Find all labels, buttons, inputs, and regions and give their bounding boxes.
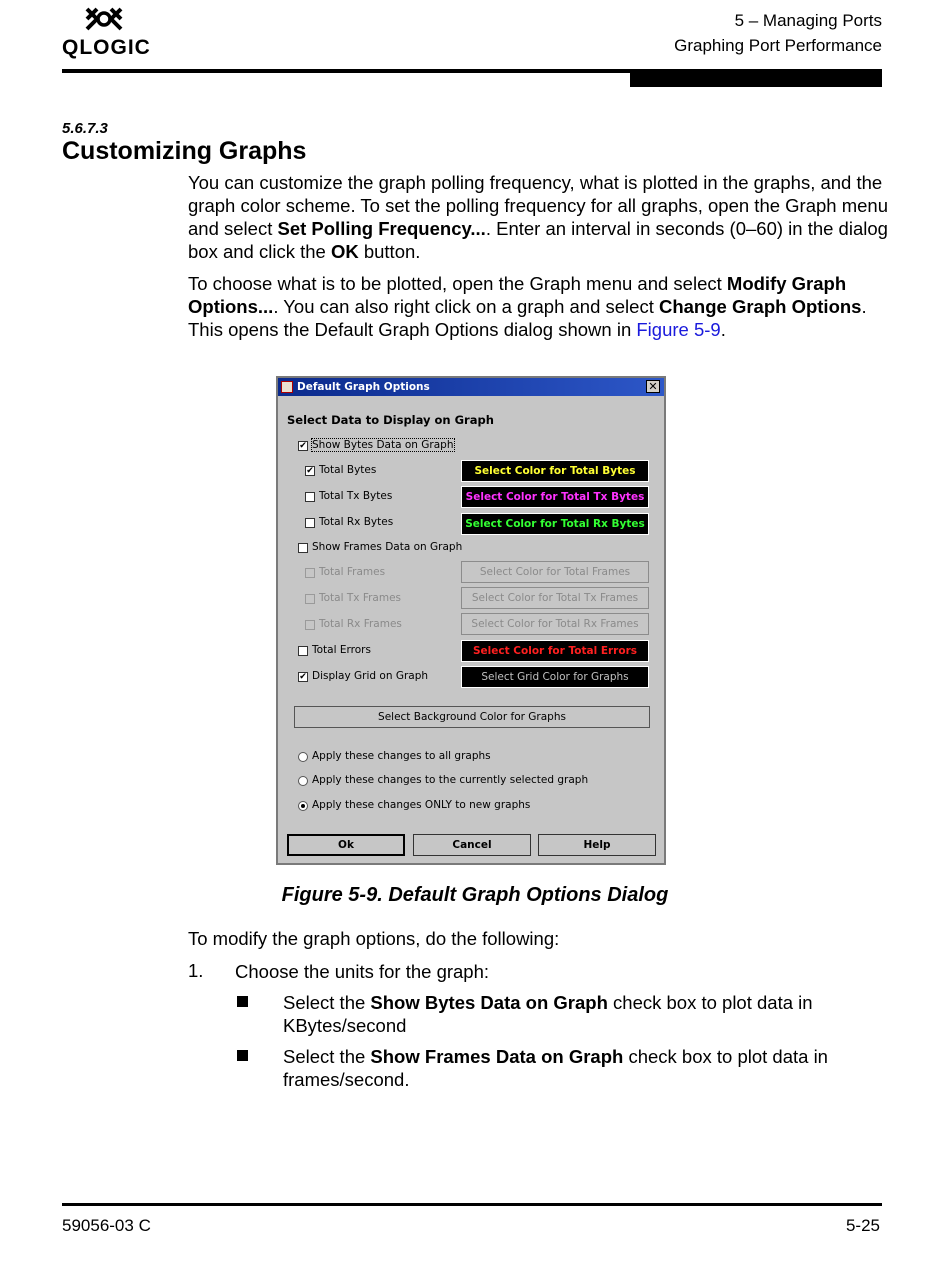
apply-selected-label: Apply these changes to the currently selected graph xyxy=(312,774,589,786)
ok-button[interactable]: Ok xyxy=(287,834,405,856)
step-1-text: Choose the units for the graph: xyxy=(235,961,490,982)
paragraph-polling xyxy=(188,171,888,263)
figure-link[interactable]: Figure 5-9 xyxy=(636,319,721,340)
show-bytes-label: Show Bytes Data on Graph xyxy=(312,439,454,451)
bullet1-text-2: check box to plot data in KBytes/second xyxy=(283,992,813,1036)
figure-caption: Figure 5-9. Default Graph Options Dialog xyxy=(281,884,669,906)
para2-text-1: To choose what is to be plotted, open the Graph menu and select xyxy=(188,273,727,294)
bullet1-text-1: Select the xyxy=(283,992,371,1013)
total-rx-frames-checkbox xyxy=(305,620,315,630)
para1-text-3: button. xyxy=(358,241,421,262)
bullet2-text-1: Select the xyxy=(283,1046,371,1067)
cancel-button[interactable]: Cancel xyxy=(413,834,531,856)
bullet-2-text xyxy=(283,1045,873,1091)
para2-text-3: . This opens the Default Graph Options dialog shown in xyxy=(188,296,867,340)
total-rx-frames-color-button: Select Color for Total Rx Frames xyxy=(461,613,649,635)
bullet-1-text xyxy=(283,991,873,1037)
header-section: Graphing Port Performance xyxy=(674,36,882,55)
para1-bold-1: Set Polling Frequency... xyxy=(277,218,486,239)
bullet-icon xyxy=(237,1050,248,1061)
section-title: Customizing Graphs xyxy=(62,137,307,165)
step-1-number: 1. xyxy=(188,960,204,981)
total-rx-bytes-label: Total Rx Bytes xyxy=(319,516,394,528)
para2-bold-1: Modify Graph Options... xyxy=(188,273,847,317)
background-color-button[interactable]: Select Background Color for Graphs xyxy=(294,706,650,728)
header-chapter: 5 – Managing Ports xyxy=(734,11,882,30)
dialog-title: Default Graph Options xyxy=(297,381,430,393)
paragraph-plotting xyxy=(188,272,888,341)
total-errors-label: Total Errors xyxy=(312,644,371,656)
display-grid-label: Display Grid on Graph xyxy=(312,670,429,682)
show-bytes-checkbox[interactable]: ✔ xyxy=(299,441,307,451)
header-tab-bar xyxy=(630,72,882,87)
total-frames-label: Total Frames xyxy=(319,566,386,578)
section-number: 5.6.7.3 xyxy=(62,120,108,137)
help-button[interactable]: Help xyxy=(538,834,656,856)
total-tx-bytes-checkbox[interactable] xyxy=(305,492,315,502)
total-bytes-color-button[interactable]: Select Color for Total Bytes xyxy=(461,460,649,482)
app-icon xyxy=(281,381,293,393)
footer-page-number: 5-25 xyxy=(845,1216,880,1235)
bullet2-bold: Show Frames Data on Graph xyxy=(370,1046,624,1067)
display-grid-checkbox[interactable]: ✔ xyxy=(299,672,307,682)
show-frames-label: Show Frames Data on Graph xyxy=(312,541,463,553)
footer-doc-number: 59056-03 C xyxy=(62,1216,151,1235)
para1-text-1: You can customize the graph polling frequency, what is plotted in the graphs, and the graph color scheme. To set the polling frequency for all graphs, open the Graph menu and select xyxy=(188,172,888,239)
para2-text-4: . xyxy=(720,319,726,340)
bullet-icon xyxy=(237,996,248,1007)
total-bytes-checkbox[interactable]: ✔ xyxy=(306,466,314,476)
para2-bold-2: Change Graph Options xyxy=(658,296,862,317)
total-errors-color-button[interactable]: Select Color for Total Errors xyxy=(461,640,649,662)
total-tx-frames-checkbox xyxy=(305,594,315,604)
qlogic-logo-icon xyxy=(84,6,124,36)
para1-bold-2: OK xyxy=(330,241,359,262)
bullet2-text-2: check box to plot data in frames/second. xyxy=(283,1046,828,1090)
para1-text-2: . Enter an interval in seconds (0–60) in the dialog box and click the xyxy=(188,218,888,262)
apply-new-label: Apply these changes ONLY to new graphs xyxy=(312,799,531,811)
total-rx-bytes-color-button[interactable]: Select Color for Total Rx Bytes xyxy=(461,513,649,535)
dialog-title-bar[interactable] xyxy=(278,378,664,396)
total-frames-checkbox xyxy=(305,568,315,578)
steps-intro: To modify the graph options, do the following: xyxy=(188,928,560,949)
bullet1-bold: Show Bytes Data on Graph xyxy=(370,992,608,1013)
dialog-heading: Select Data to Display on Graph xyxy=(287,413,494,427)
close-icon[interactable]: ✕ xyxy=(646,380,660,393)
total-rx-frames-label: Total Rx Frames xyxy=(319,618,402,630)
total-errors-checkbox[interactable] xyxy=(298,646,308,656)
default-graph-options-dialog xyxy=(276,376,666,865)
total-frames-color-button: Select Color for Total Frames xyxy=(461,561,649,583)
total-rx-bytes-checkbox[interactable] xyxy=(305,518,315,528)
apply-all-label: Apply these changes to all graphs xyxy=(312,750,491,762)
total-tx-frames-label: Total Tx Frames xyxy=(319,592,402,604)
show-frames-checkbox[interactable] xyxy=(298,543,308,553)
grid-color-button[interactable]: Select Grid Color for Graphs xyxy=(461,666,649,688)
para2-text-2: . You can also right click on a graph and select xyxy=(273,296,659,317)
total-tx-bytes-color-button[interactable]: Select Color for Total Tx Bytes xyxy=(461,486,649,508)
apply-selected-radio[interactable] xyxy=(298,776,308,786)
total-bytes-label: Total Bytes xyxy=(319,464,377,476)
footer-rule xyxy=(62,1203,882,1206)
total-tx-bytes-label: Total Tx Bytes xyxy=(319,490,393,502)
apply-all-radio[interactable] xyxy=(298,752,308,762)
total-tx-frames-color-button: Select Color for Total Tx Frames xyxy=(461,587,649,609)
logo-text: QLOGIC xyxy=(62,36,151,59)
apply-new-radio[interactable] xyxy=(298,801,308,811)
